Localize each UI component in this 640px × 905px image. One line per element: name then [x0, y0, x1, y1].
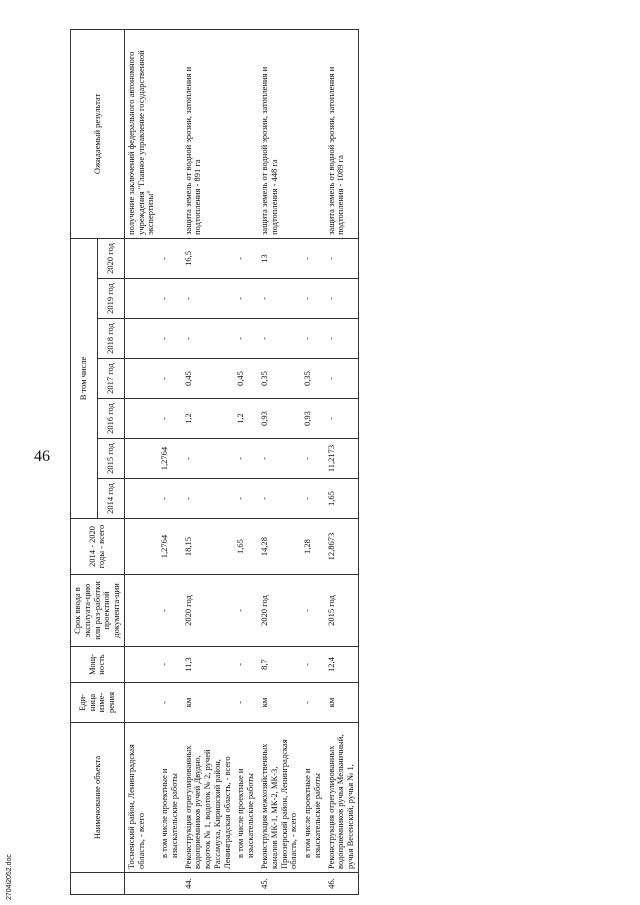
- total-cell: 12,8673: [325, 519, 359, 575]
- term-cell: -: [234, 575, 258, 647]
- year-value-cell: -: [325, 399, 359, 439]
- result-cell: [234, 29, 258, 238]
- year-value-cell: -: [258, 319, 301, 359]
- result-cell: [301, 29, 325, 238]
- object-name: в том числе проектные и изыскательские работы: [158, 723, 182, 873]
- year-value-cell: -: [158, 399, 182, 439]
- year-value-cell: -: [234, 479, 258, 519]
- footer-filename: 2704i2052.doc: [6, 854, 13, 900]
- year-value-cell: 0,45: [234, 359, 258, 399]
- unit-cell: км: [325, 683, 359, 723]
- term-cell: 2020 год: [182, 575, 235, 647]
- year-value-cell: 0,35: [258, 359, 301, 399]
- year-value-cell: -: [158, 319, 182, 359]
- total-cell: 18,15: [182, 519, 235, 575]
- object-name: Реконструкция отрегулированных водоприемников ручья Мельничный, ручья Весенский, ручья № 1,: [325, 723, 359, 873]
- year-value-cell: 1,2: [234, 399, 258, 439]
- object-name: Реконструкция отрегулированных водоприемников ручей Двудно, водоток № 1, водоток № 2, ручей Рассамуха, Киришский район, Ленинградская область, - всего: [182, 723, 235, 873]
- table-row: [301, 29, 325, 894]
- capacity-cell: [124, 647, 158, 683]
- term-cell: -: [158, 575, 182, 647]
- capacity-cell: -: [158, 647, 182, 683]
- year-value-cell: 11,2173: [325, 439, 359, 479]
- year-value-cell: -: [182, 439, 235, 479]
- unit-cell: км: [258, 683, 301, 723]
- table-row: [182, 29, 235, 894]
- year-value-cell: -: [158, 238, 182, 278]
- year-value-cell: -: [158, 359, 182, 399]
- year-value-cell: -: [325, 279, 359, 319]
- capacity-cell: -: [301, 647, 325, 683]
- object-name: в том числе проектные и изыскательские работы: [234, 723, 258, 873]
- year-value-cell: 13: [258, 238, 301, 278]
- table-row: [258, 29, 301, 894]
- page-number: 46: [34, 448, 50, 465]
- header-year: 2020 год: [97, 238, 124, 278]
- year-value-cell: -: [301, 479, 325, 519]
- row-number: [158, 873, 182, 895]
- year-value-cell: [124, 319, 158, 359]
- year-value-cell: -: [258, 479, 301, 519]
- header-name: Наименование объекта: [71, 723, 125, 873]
- result-cell: [158, 29, 182, 238]
- year-value-cell: 0,45: [182, 359, 235, 399]
- capacity-cell: 11,3: [182, 647, 235, 683]
- unit-cell: -: [158, 683, 182, 723]
- result-cell: защита земель от водной эрозии, затопления и подтопления - 1089 га: [325, 29, 359, 238]
- year-value-cell: 16,5: [182, 238, 235, 278]
- term-cell: -: [301, 575, 325, 647]
- header-year: 2019 год: [97, 279, 124, 319]
- year-value-cell: 0,93: [301, 399, 325, 439]
- header-result: Ожидаемый результат: [71, 29, 125, 238]
- capacity-cell: 12,4: [325, 647, 359, 683]
- header-year: 2014 год: [97, 479, 124, 519]
- total-cell: 14,28: [258, 519, 301, 575]
- header-capacity: Мощ-ность: [71, 647, 125, 683]
- object-name: Тосненский район, Ленинградская область, - всего: [124, 723, 158, 873]
- year-value-cell: 1,2764: [158, 439, 182, 479]
- header-year: 2015 год: [97, 439, 124, 479]
- term-cell: 2020 год: [258, 575, 301, 647]
- term-cell: [124, 575, 158, 647]
- objects-table: [70, 29, 359, 895]
- year-value-cell: [124, 439, 158, 479]
- year-value-cell: -: [301, 238, 325, 278]
- total-cell: 1,65: [234, 519, 258, 575]
- header-total: 2014 - 2020 годы - всего: [71, 519, 125, 575]
- row-number: 44.: [182, 873, 235, 895]
- row-number: [124, 873, 158, 895]
- year-value-cell: -: [182, 319, 235, 359]
- rotated-table-container: [70, 30, 630, 895]
- unit-cell: км: [182, 683, 235, 723]
- year-value-cell: -: [158, 279, 182, 319]
- header-unit: Еди-ница изме-рения: [71, 683, 125, 723]
- year-value-cell: [124, 359, 158, 399]
- capacity-cell: 8,7: [258, 647, 301, 683]
- year-value-cell: 0,93: [258, 399, 301, 439]
- total-cell: 1,28: [301, 519, 325, 575]
- year-value-cell: -: [234, 319, 258, 359]
- table-body: [124, 29, 358, 894]
- row-number: 46.: [325, 873, 359, 895]
- year-value-cell: 1,65: [325, 479, 359, 519]
- year-value-cell: -: [234, 279, 258, 319]
- capacity-cell: -: [234, 647, 258, 683]
- table-row: [325, 29, 359, 894]
- year-value-cell: -: [258, 439, 301, 479]
- row-number: [234, 873, 258, 895]
- year-value-cell: -: [234, 238, 258, 278]
- object-name: Реконструкция межхозяйственных каналов МК-1, МК-2, МК-3, Приозерский район, Ленинградская область, - всего: [258, 723, 301, 873]
- header-year: 2017 год: [97, 359, 124, 399]
- unit-cell: -: [234, 683, 258, 723]
- year-value-cell: -: [301, 439, 325, 479]
- total-cell: 1,2764: [158, 519, 182, 575]
- header-year: 2016 год: [97, 399, 124, 439]
- unit-cell: [124, 683, 158, 723]
- year-value-cell: [124, 279, 158, 319]
- result-cell: защита земель от водной эрозии, затопления и подтопления - 448 га: [258, 29, 301, 238]
- year-value-cell: -: [182, 279, 235, 319]
- year-value-cell: -: [258, 279, 301, 319]
- year-value-cell: -: [158, 479, 182, 519]
- year-value-cell: -: [325, 238, 359, 278]
- year-value-cell: [124, 479, 158, 519]
- result-cell: защита земель от водной эрозии, затопления и подтопления - 891 га: [182, 29, 235, 238]
- table-row: [124, 29, 158, 894]
- unit-cell: -: [301, 683, 325, 723]
- row-number: 45.: [258, 873, 301, 895]
- year-value-cell: -: [182, 479, 235, 519]
- year-value-cell: -: [234, 439, 258, 479]
- row-number: [301, 873, 325, 895]
- header-term: Срок ввода в эксплуата-цию или раз-работки проектной документа-ции: [71, 575, 125, 647]
- year-value-cell: 1,2: [182, 399, 235, 439]
- total-cell: [124, 519, 158, 575]
- year-value-cell: -: [301, 319, 325, 359]
- year-value-cell: [124, 238, 158, 278]
- header-year: 2018 год: [97, 319, 124, 359]
- table-row: [234, 29, 258, 894]
- result-cell: получение заключений федерального автономного учреждения "Главное управление государственной экспертизы": [124, 29, 158, 238]
- header-num: [71, 873, 125, 895]
- year-value-cell: -: [325, 359, 359, 399]
- year-value-cell: -: [325, 319, 359, 359]
- year-value-cell: -: [301, 279, 325, 319]
- year-value-cell: 0,35: [301, 359, 325, 399]
- header-group: В том числе: [71, 238, 98, 518]
- object-name: в том числе проектные и изыскательские работы: [301, 723, 325, 873]
- table-row: [158, 29, 182, 894]
- year-value-cell: [124, 399, 158, 439]
- term-cell: 2015 год: [325, 575, 359, 647]
